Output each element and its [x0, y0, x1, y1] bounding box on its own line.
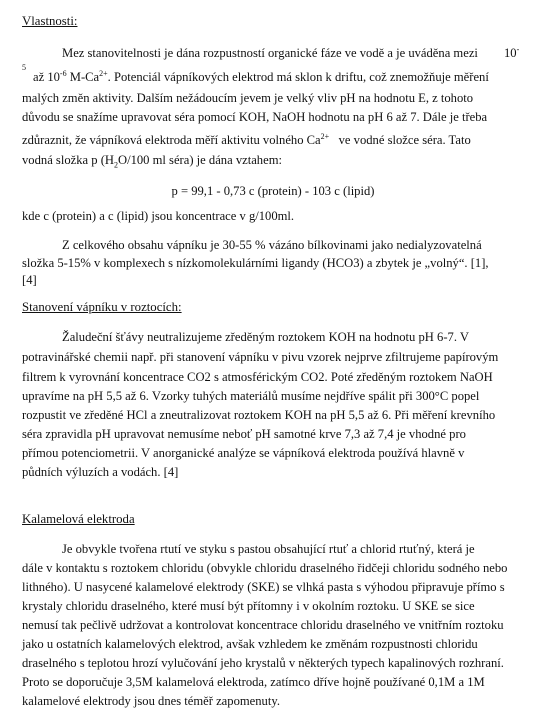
text-span: malých změn aktivity. Dalším nežádoucím jevem je velký vliv pH na hodnotu E, z tohoto	[22, 91, 474, 105]
line: lithného). U nasycené kalamelové elektrody (SKE) se vlhká pasta s výhodou připravuje přímo s	[22, 580, 505, 594]
line	[33, 68, 489, 86]
line	[22, 151, 282, 169]
superscript: -	[516, 44, 520, 54]
subscript: 2	[113, 160, 118, 170]
text-span: O/100 ml séra) je dána vztahem:	[117, 153, 282, 167]
text-span: zdůraznit, že vápníková elektroda měří aktivitu volného Ca	[22, 133, 321, 147]
line	[22, 62, 26, 80]
heading-vlastnosti: Vlastnosti:	[22, 14, 78, 28]
line	[504, 44, 519, 62]
line: kalamelové elektrody jsou dnes téměř zapomenuty.	[22, 694, 280, 708]
line	[22, 131, 471, 149]
superscript: 2+	[320, 131, 330, 141]
line: rozpustit ve zředěné HCl a zneutralizovat roztokem KOH na pH 5,5 až 6. Při měření krevního	[22, 408, 496, 422]
line: Proto se doporučuje 3,5M kalamelová elektroda, zatímco dříve hojně používané 0,1M a 1M	[22, 675, 485, 689]
line: Z celkového obsahu vápníku je 30-55 % vázáno bílkovinami jako nedialyzovatelná	[62, 238, 482, 252]
line	[62, 44, 478, 62]
formula: p = 99,1 - 0,73 c (protein) - 103 c (lipid)	[171, 184, 375, 198]
text-span: 10	[504, 46, 517, 60]
heading-roztoky: Stanovení vápníku v roztocích:	[22, 300, 182, 314]
line: [4]	[22, 273, 37, 287]
line: přímou potenciometrii. V anorganické analýze se vápníková elektroda používá hlavně v	[22, 446, 465, 460]
line: půdních výluzích a vodách. [4]	[22, 465, 179, 479]
line	[22, 108, 487, 126]
text-span: M-Ca	[69, 70, 100, 84]
text-span: . Potenciál vápníkových elektrod má sklon k driftu, což znemožňuje měření	[107, 70, 489, 84]
formula-explanation: kde c (protein) a c (lipid) jsou koncentrace v g/100ml.	[22, 209, 295, 223]
line: filtrem k vyrovnání koncentrace CO2 s atmosférickým CO2. Poté zředěným roztokem NaOH	[22, 370, 493, 384]
line: upravíme na pH 5,5 až 6. Vzorky tuhých materiálů musíme nejdříve spálit při 300°C popel	[22, 389, 480, 403]
line: nemusí tak pečlivě udržovat a kontrolovat koncentrace chloridu draselného ve vnitřním roztoku	[22, 618, 504, 632]
text-span: důvodu se snažíme upravovat séra pomocí KOH, NaOH hodnotu na pH 6 až 7. Dále je třeba	[22, 110, 488, 124]
line: potravinářské chemii např. při stanovení vápníku v pivu vzorek nejprve zfiltrujeme papírovým	[22, 350, 499, 364]
text-span: až 10	[33, 70, 60, 84]
line	[22, 89, 473, 107]
line: Je obvykle tvořena rtutí ve styku s pastou obsahující rtuť a chlorid rtuťný, která je	[62, 542, 475, 556]
line: krystaly chloridu draselného, které musí být přítomny i v okolním roztoku. U SKE se sice	[22, 599, 475, 613]
line: jako u ostatních kalamelových elektrod, avšak vzhledem ke změnám rozpustnosti chloridu	[22, 637, 478, 651]
line: séra zpravidla pH upravovat nemusíme neboť pH samotné krve 7,3 až 7,4 je vhodné pro	[22, 427, 466, 441]
superscript: 2+	[99, 68, 108, 78]
line: Žaludeční šťávy neutralizujeme zředěným roztokem KOH na hodnotu pH 6-7. V	[62, 330, 469, 344]
superscript: -6	[59, 68, 67, 78]
text-span: Mez stanovitelnosti je dána rozpustností organické fáze ve vodě a je uváděna mezi	[62, 46, 478, 60]
superscript: 5	[22, 62, 26, 72]
heading-kalomel: Kalamelová elektroda	[22, 512, 135, 526]
line: draselného s teplotou hrozí vylučování jeho krystalů v některých typech kapalinových rozhraní.	[22, 656, 504, 670]
text-span: ve vodné složce séra. Tato	[338, 133, 471, 147]
text-span: vodná složka p (H	[22, 153, 114, 167]
line: složka 5-15% v komplexech s nízkomolekulárními ligandy (HCO3) a zbytek je „volný“. [1],	[22, 256, 489, 270]
line: dále v kontaktu s roztokem chloridu (obvykle chloridu draselného řidčeji chloridu sodného nebo	[22, 561, 508, 575]
